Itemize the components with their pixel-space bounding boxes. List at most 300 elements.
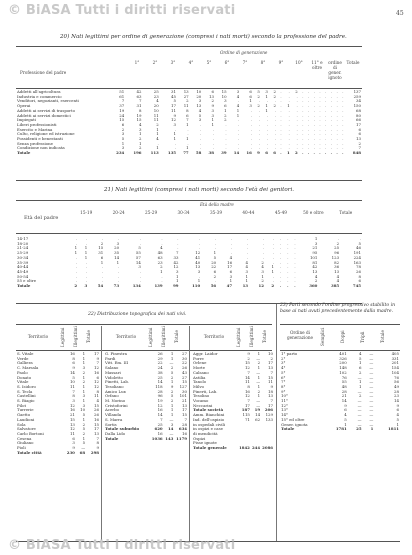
row-value: . [342,137,344,142]
table21-column-header: 25-29 [145,210,158,215]
row-value: . [280,146,282,151]
row-value: . [279,241,282,246]
row-label: G. Finestra [105,352,127,356]
row-label: 5° [281,370,286,375]
row-value: . [198,246,201,251]
row-value: 4 [198,108,202,113]
row-value: 14 [255,413,261,418]
row-value: 12 [171,118,176,123]
row-label: Sortis [105,422,117,427]
row-value: . [225,137,227,142]
row-value: . [212,137,214,142]
row-label: Gener. ignota [281,422,308,427]
table20-title: 20) Nati legittimi per ordine di generazione (compresi i nati morti) secondo la professione del padre. [60,34,347,40]
row-value: 1 [211,122,214,127]
row-value: 1 [170,408,174,413]
row-label: Salvatore [17,427,36,432]
row-value: . [86,279,88,284]
row-label: Addetti all'agricoltura [17,90,61,94]
row-value: . [246,241,248,246]
row-label: 7° [281,380,286,385]
row-value: — [357,417,362,422]
row-value: 1 [344,422,347,427]
row-value: 1 [213,251,217,256]
row-label: 13° [281,408,288,413]
row-value: 1 [236,113,240,118]
row-value: 10 [268,352,273,356]
row-value: 23 [157,260,163,265]
row-value: . [86,269,88,274]
row-value: 81 [312,260,318,265]
table20-column-header: 2° [152,60,158,65]
row-label: Salano [105,366,119,371]
row-value: 2 [273,90,276,94]
row-label: S. Biagio [17,399,35,404]
row-value: 206 [264,408,273,413]
row-value: 6 [211,90,214,94]
row-value: . [294,284,296,289]
row-value: 1 [359,384,362,389]
row-label: M. Norino [105,399,126,404]
row-value: 2 [257,389,261,394]
table20-col-label: Professione del padre [20,70,67,75]
row-value: 17 [268,403,273,408]
row-value: . [319,104,321,109]
row-value: 3 [314,241,318,246]
row-value: 26 [94,408,99,413]
table23-column-header: Semplici [320,327,325,347]
row-value: . [280,113,282,118]
row-value: . [287,260,289,265]
row-value: . [294,265,296,270]
row-value: 298 [90,450,99,455]
row-value: . [325,146,327,151]
row-value: 5 [170,370,174,375]
table22-block-city [16,352,100,455]
row-value: . [75,274,78,279]
row-value: 11 [94,394,99,399]
row-value: . [274,132,276,137]
row-value: . [287,246,289,251]
table23-title: 23) Parti secondo l'ordine progressivo stabilito in base ai nati avuti precedentemente dalla madre. [280,303,396,314]
row-value: 360 [309,284,318,289]
row-value: . [272,274,275,279]
row-value: 13 [268,366,273,371]
row-label: 14° [281,413,288,418]
row-value: . [325,127,327,132]
row-value: 1 [170,413,174,418]
row-value: . [330,127,333,132]
row-value: 104 [391,370,399,375]
row-value: 15 [94,422,99,427]
row-value: . [75,241,78,246]
row-value: 1 [186,137,189,142]
row-value: . [272,246,275,251]
row-value: 14 [157,413,163,418]
row-value: . [258,146,260,151]
row-value: 1 [170,352,174,356]
row-value: . [288,122,290,127]
row-value: 6 [358,132,361,137]
row-label: Condizione non indicata [17,146,65,151]
row-value: . [258,137,260,142]
row-value: 2 [213,274,217,279]
row-value: 3 [82,394,86,399]
row-value: 2 [359,370,362,375]
row-value: 2 [271,284,275,289]
row-value: . [337,237,340,241]
row-value: 48 [341,384,347,389]
row-value: . [272,279,275,284]
row-value: 230 [66,450,75,455]
row-value: 3 [211,108,214,113]
row-value: 10 [196,90,202,94]
row-value: . [258,122,260,127]
row-value: 19 [254,408,261,413]
row-value: . [296,146,298,151]
row-value: 42 [312,265,318,270]
row-value: 12 [244,366,250,371]
row-value: . [75,237,78,241]
row-value: . [313,122,315,127]
row-label: 30-34 [17,255,29,260]
row-value: 5 [358,241,361,246]
row-value: 12 [173,265,179,270]
row-value: 5 [82,427,86,432]
row-value: 68 [356,108,361,113]
row-value: . [342,146,344,151]
row-value: . [274,118,276,123]
row-value: 16 [157,431,163,436]
row-label: 8° [281,384,286,389]
row-value: 1 [156,146,159,151]
row-value: 13 [268,394,273,399]
row-value: 99 [173,284,179,289]
row-value: . [262,241,264,246]
row-value: 25 [153,90,159,94]
row-label: 25-29 [17,251,29,256]
row-value: . [266,137,268,142]
row-value: . [237,137,240,142]
row-value: . [319,141,321,146]
row-value: . [342,122,344,127]
row-value: . [258,141,260,146]
row-value: 1 [286,151,290,156]
table22-header-row [16,326,272,348]
table21-column-header: 15-19 [80,210,93,215]
row-value: 1 [139,132,142,137]
row-value: . [302,137,304,142]
row-value: . [161,241,163,246]
row-value: . [296,122,298,127]
row-value: 68 [79,450,86,455]
row-value: — [169,431,174,436]
row-value: . [262,255,264,260]
row-value: 1 [170,403,174,408]
row-value: 3 [72,441,75,446]
table20-column-header: 11° e oltre [311,60,323,70]
row-value: . [325,113,327,118]
row-value: 1 [170,380,174,385]
row-value: — [169,361,174,366]
row-value: 1 [245,279,248,284]
row-value: 4 [236,104,240,109]
row-label: Totale società [193,408,224,413]
row-value: 15 [94,403,99,408]
row-value: 9 [396,403,399,408]
row-label: Totale generale [193,446,227,451]
row-label: C. Marsala [17,366,39,371]
row-value: 118 [155,384,163,389]
table21-column-header: 50 e oltre [303,210,324,215]
row-value: . [319,108,321,113]
row-value: 1 [359,380,362,385]
row-value: . [258,132,260,137]
row-value: 9 [72,366,75,371]
row-value: 143 [165,436,174,441]
row-value: 23 [153,94,159,99]
row-value: 11 [268,380,273,385]
row-value: 1 [82,384,86,389]
row-value: 201 [391,361,399,366]
row-value: 7 [270,370,273,375]
row-value: 3 [84,284,88,289]
row-value: . [342,94,344,99]
row-value: — [369,361,374,366]
row-value: 63 [136,94,142,99]
row-value: . [246,255,248,260]
row-value: 8 [96,441,99,446]
row-value: 31 [98,251,104,256]
row-value: 15 [244,361,250,366]
row-value: . [302,146,304,151]
row-value: 3 [197,269,201,274]
table23-column-header: Tripli [360,331,365,343]
row-value: . [174,141,176,146]
row-value: . [302,104,304,109]
row-value: . [272,260,275,265]
row-value: . [266,122,268,127]
row-value: . [336,132,338,137]
row-value: . [177,241,179,246]
row-value: . [330,132,333,137]
row-value: . [313,146,315,151]
row-value: . [294,251,296,256]
table20-column-headers [128,60,362,78]
row-value: 7 [358,146,361,151]
row-value: 4 [229,255,233,260]
row-value: 11 [69,384,75,389]
row-value: . [336,118,338,123]
row-label: 55 e oltre [17,279,37,284]
row-value: . [280,94,282,99]
row-value: . [330,99,333,104]
row-value: 1 [257,366,261,371]
row-label: 9° [281,389,286,394]
row-value: 20 [211,260,217,265]
row-value: 5 [82,441,86,446]
row-value: 4 [156,99,159,104]
row-value: 1 [82,375,86,380]
row-value: 2086 [262,446,273,451]
row-value: . [258,108,260,113]
row-value: . [214,237,217,241]
row-value: . [75,279,78,284]
row-value: 7 [186,118,189,123]
row-value: 8 [358,274,361,279]
row-value: 1 [359,361,362,366]
row-label: Gaetto [17,413,31,418]
row-label: 50-54 [17,274,29,279]
row-value: 3 [82,403,86,408]
row-value: 9 [211,104,214,109]
row-value: 6 [229,269,233,274]
row-label: Galliera [17,361,33,366]
row-value: . [237,132,240,137]
row-value: . [101,269,104,274]
row-value: 6 [249,94,252,99]
row-value: 3 [139,127,142,132]
row-value: 6 [396,408,399,413]
row-value: — [357,413,362,418]
row-value: 224 [353,255,361,260]
table21-column-header: Totale [339,210,353,215]
row-value: . [288,118,290,123]
row-value: — [369,352,374,356]
row-value: — [357,403,362,408]
row-value: . [117,237,120,241]
row-value: 1179 [176,436,187,441]
table23-column-header: Totale [380,330,385,344]
row-value: . [246,237,248,241]
row-label: Totale [17,151,31,156]
row-value: 1 [116,260,120,265]
row-value: . [336,104,338,109]
row-value: . [307,151,310,156]
row-value: 9 [257,151,260,156]
row-value: 3 [249,104,252,109]
row-value: . [280,141,282,146]
row-value: . [212,127,214,132]
row-value: 16 [69,408,75,413]
row-value: . [307,141,310,146]
row-value: 6 [224,104,227,109]
row-value: 6 [265,151,268,156]
row-value: . [302,132,304,137]
row-value: 19 [136,113,142,118]
row-label: 11° [281,399,288,404]
row-value: 5 [121,137,125,142]
row-value: 1 [173,132,176,137]
row-value: 15 [69,417,75,422]
row-value: . [313,141,315,146]
row-value: . [359,237,361,241]
row-label: Totale città [17,450,42,455]
table21-column-header: 30-34 [177,210,190,215]
row-value: 137 [353,90,361,94]
row-value: . [325,94,327,99]
row-value: . [274,99,276,104]
row-label: Pinetti, Lab. [105,380,130,385]
row-value: 5 [138,246,141,251]
row-value: . [336,122,338,127]
row-value: 7 [139,99,142,104]
row-value: 1 [257,384,261,389]
row-value: . [313,132,315,137]
row-value: . [330,113,333,118]
row-value: . [296,132,298,137]
row-value: 405 [391,352,399,356]
row-value: 13 [195,265,201,270]
row-value: 12 [195,251,201,256]
row-value: 26 [157,352,163,356]
row-value: — [369,380,374,385]
row-value: 187 [241,408,250,413]
table21-column-headers [70,208,362,222]
row-value: — [81,446,86,451]
row-value: 401 [339,352,347,356]
row-value: . [101,237,104,241]
table22-column-header: Totale [86,330,91,344]
row-value: 1 [160,269,163,274]
table20-column-header: Totale [346,60,360,65]
row-value: 12 [69,403,75,408]
row-value: 1 [156,127,159,132]
row-value: . [280,122,282,127]
row-value: 244 [251,446,261,451]
row-value: . [266,118,268,123]
row-value: 21 [69,413,75,418]
row-value: 7 [121,99,125,104]
row-value: 24 [157,366,163,371]
row-value: . [342,90,344,94]
row-value: 1 [271,265,275,270]
row-value: 154 [391,366,399,371]
row-value: 1 [261,274,264,279]
row-value: . [313,99,315,104]
row-value: 4 [245,260,248,265]
row-value: . [258,113,260,118]
row-value: 3 [121,132,125,137]
row-value: 14 [135,260,141,265]
row-label: 45-49 [17,269,29,274]
row-value: 1 [236,108,240,113]
row-value: . [325,90,327,94]
row-value: 61 [119,94,125,99]
row-value: . [313,118,315,123]
row-label: Possidenti e benestanti [17,137,63,142]
row-value: 2 [257,94,260,99]
row-value: — [256,370,261,375]
row-value: 15 [268,375,273,380]
row-value: 3 [198,99,202,104]
row-value: . [237,118,240,123]
row-value: . [266,141,268,146]
row-value: . [302,94,304,99]
row-value: 1 [173,137,176,142]
row-value: 26 [356,269,361,274]
row-value: 14 [157,380,163,385]
row-value: 15 [182,380,187,385]
row-value: 133 [265,417,273,422]
row-value: 4 [359,352,362,356]
row-value: . [302,122,304,127]
row-label: Acerbo [105,408,119,413]
row-value: . [272,255,275,260]
row-value: 8 [72,394,75,399]
row-value: . [336,146,338,151]
table21-group-header: Età della madre [200,202,234,207]
